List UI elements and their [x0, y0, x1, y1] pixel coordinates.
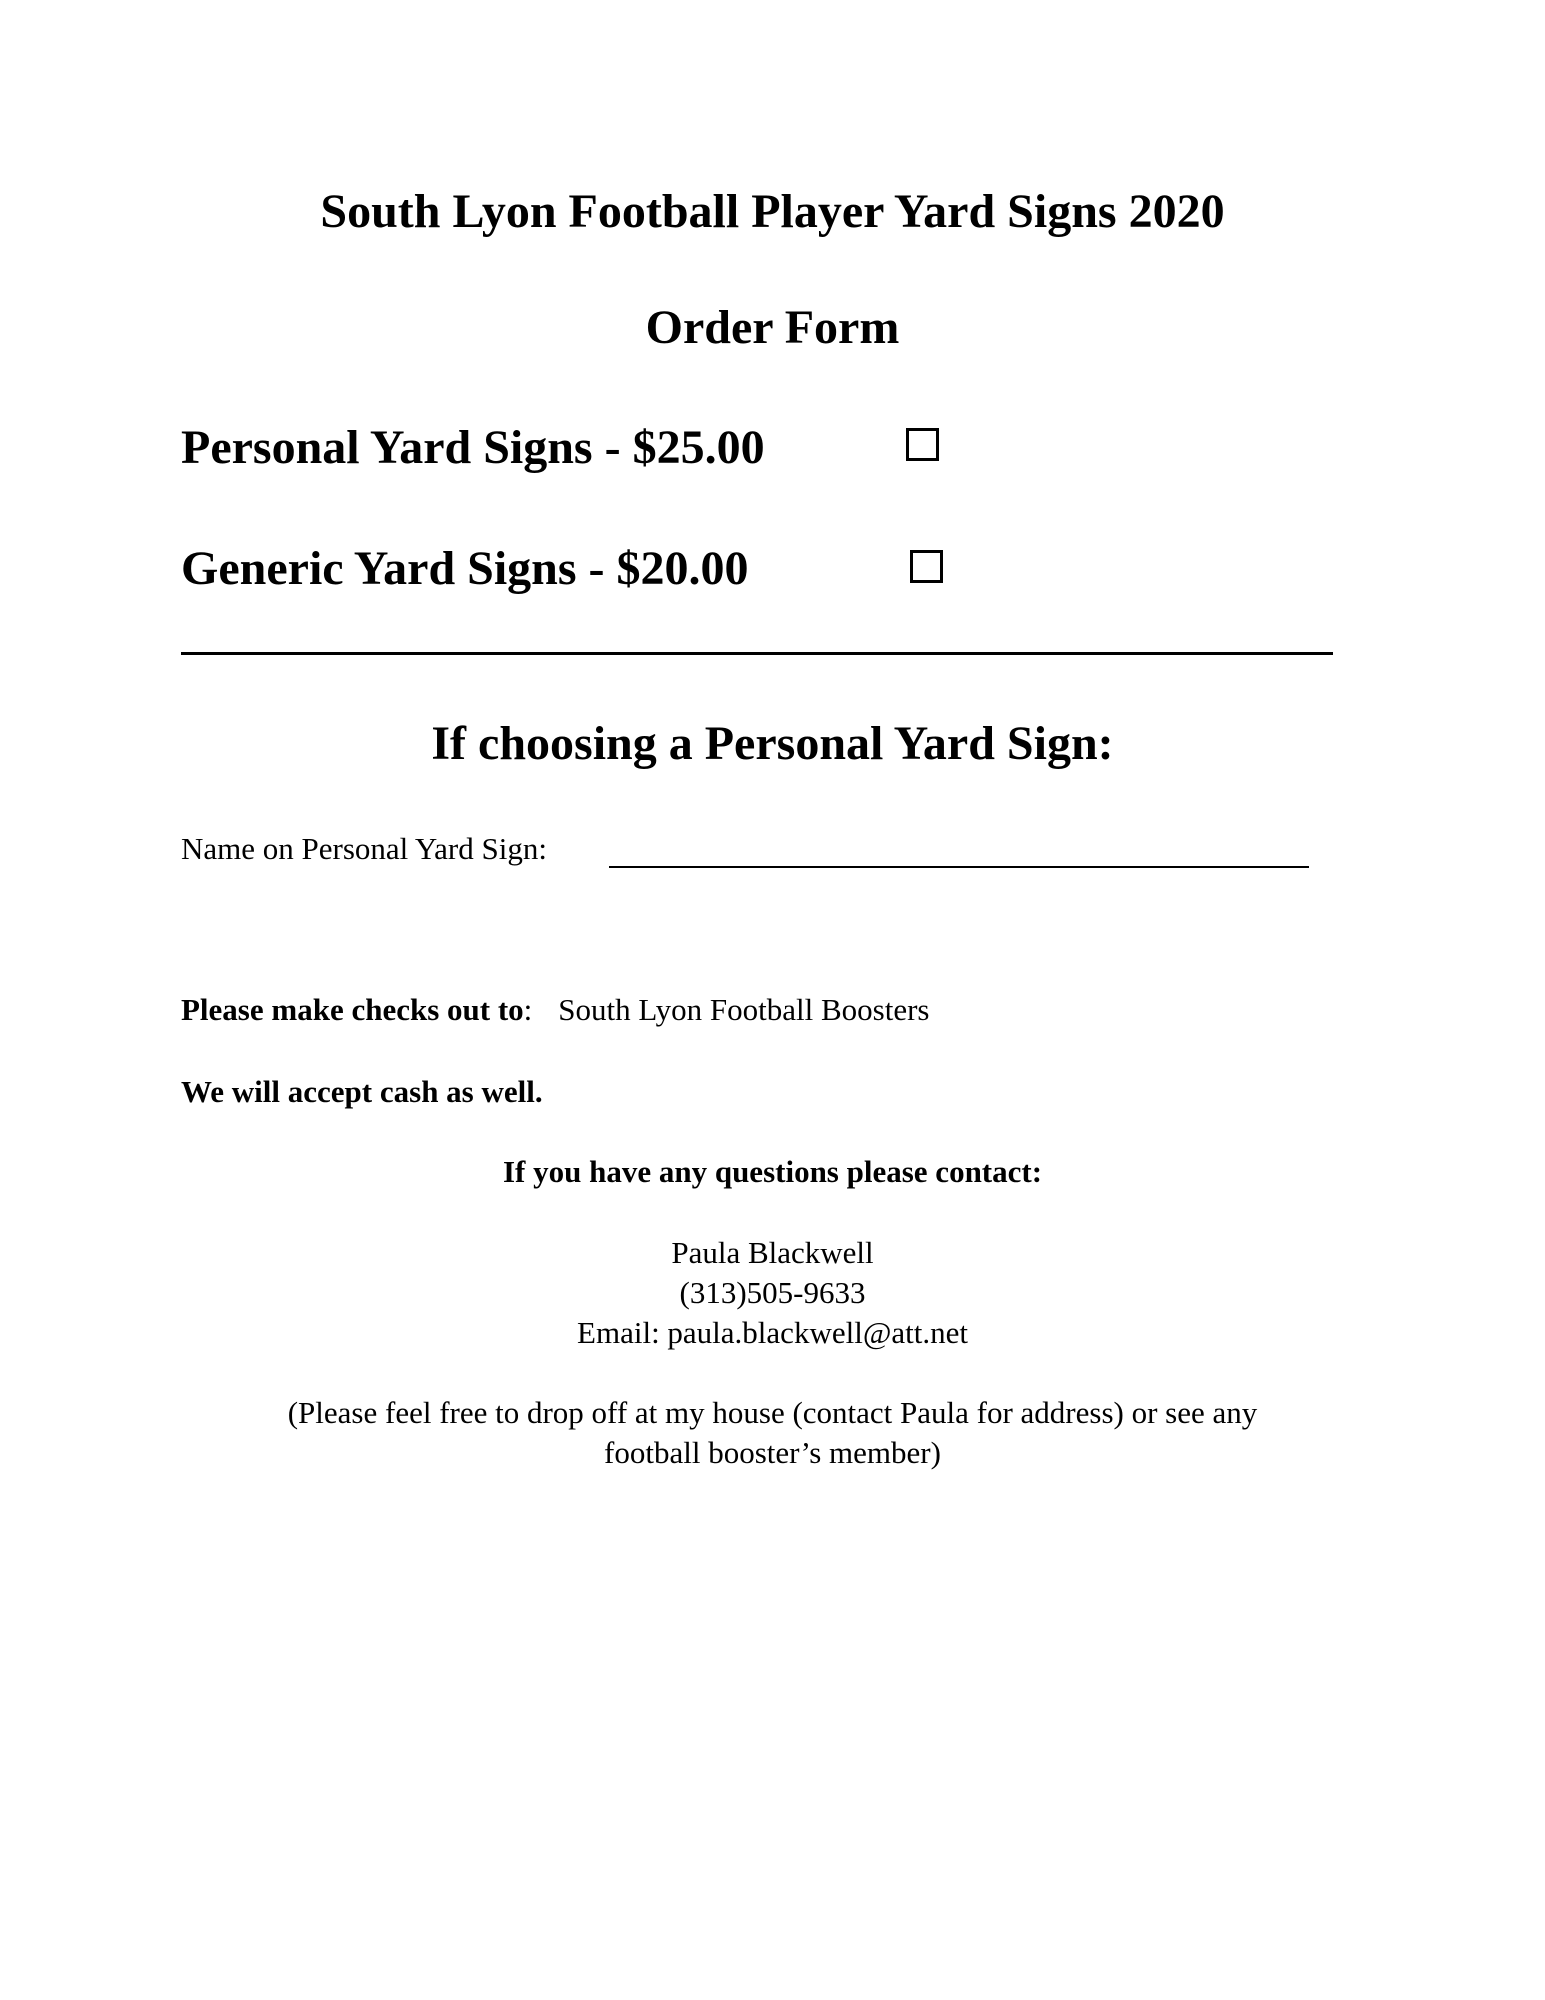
contact-phone: (313)505-9633 [679, 1275, 866, 1310]
contact-name: Paula Blackwell [671, 1235, 874, 1270]
name-on-sign-input[interactable] [609, 828, 1309, 866]
personal-yard-signs-checkbox[interactable] [906, 428, 939, 461]
personal-section-heading: If choosing a Personal Yard Sign: [431, 717, 1114, 770]
cash-accepted-note: We will accept cash as well. [181, 1074, 543, 1109]
option-personal-yard-signs-label: Personal Yard Signs - $25.00 [181, 421, 765, 474]
name-on-sign-label: Name on Personal Yard Sign: [181, 831, 547, 866]
contact-heading: If you have any questions please contact: [502, 1154, 1043, 1189]
checks-payable-label: Please make checks out to [181, 992, 524, 1027]
generic-yard-signs-checkbox[interactable] [910, 550, 943, 583]
form-title: South Lyon Football Player Yard Signs 2020 [320, 185, 1225, 238]
drop-off-note-line-2: football booster’s member) [604, 1435, 941, 1470]
form-subtitle: Order Form [645, 301, 900, 354]
checks-payable-colon: : [523, 992, 533, 1027]
contact-email: Email: paula.blackwell@att.net [577, 1315, 968, 1350]
drop-off-note-line-1: (Please feel free to drop off at my house (contact Paula for address) or see any [287, 1395, 1258, 1430]
checks-payee: South Lyon Football Boosters [558, 992, 930, 1027]
checks-payable-row [181, 990, 929, 1030]
option-generic-yard-signs-label: Generic Yard Signs - $20.00 [181, 542, 749, 595]
name-on-sign-underline [609, 866, 1309, 868]
section-divider [181, 652, 1333, 655]
